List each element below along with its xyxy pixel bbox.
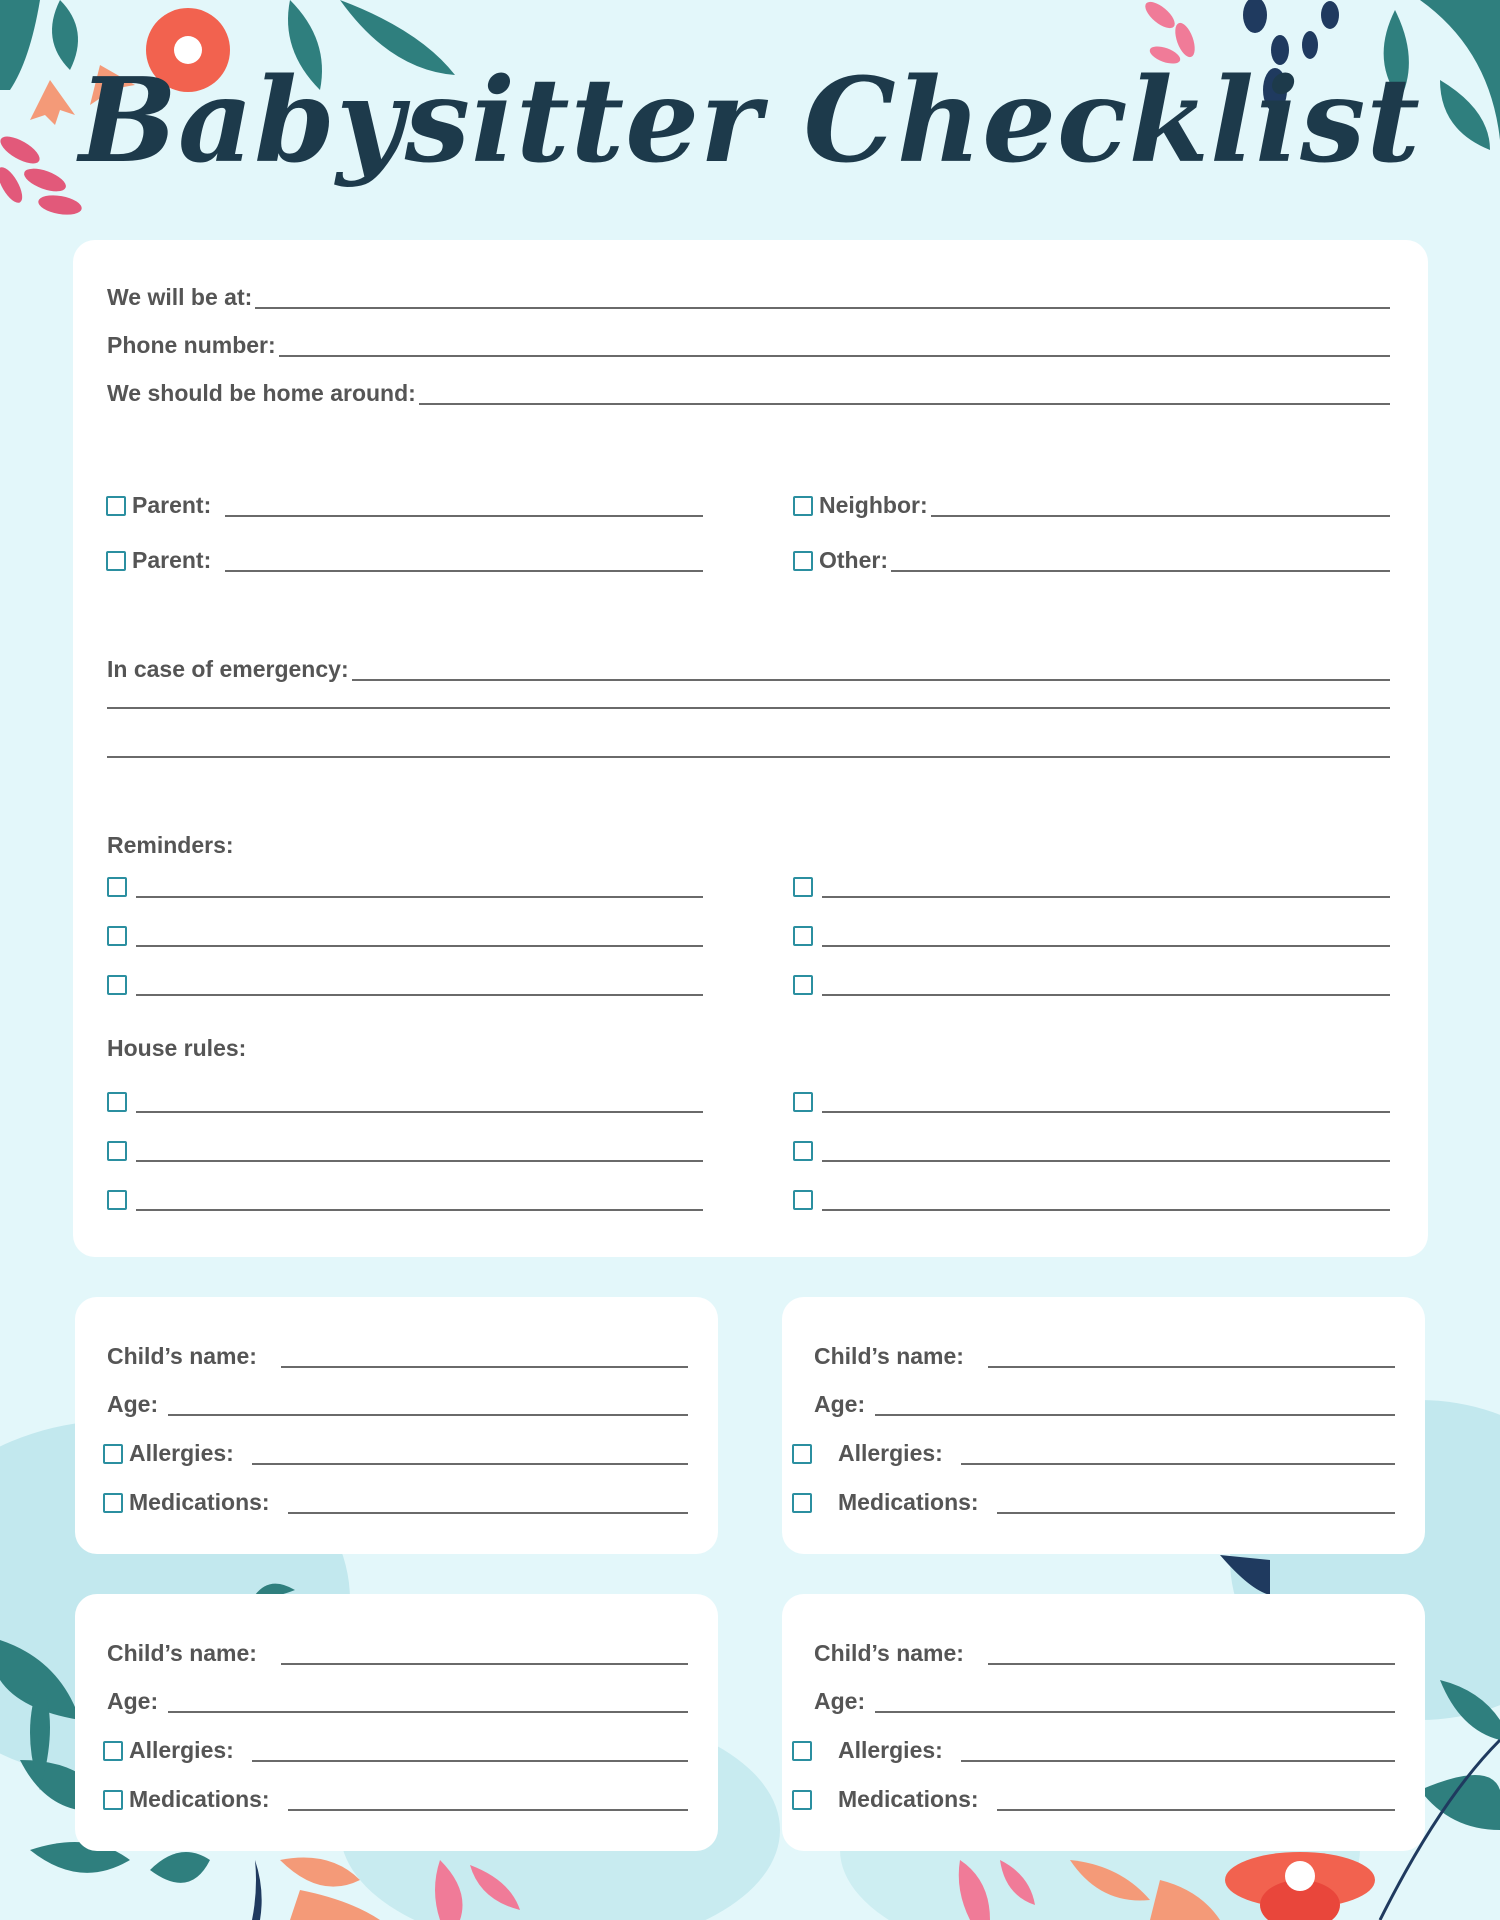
house-rule-checkbox[interactable]: [793, 1141, 813, 1161]
age-label: Age:: [107, 1688, 159, 1714]
neighbor-checkbox[interactable]: [793, 496, 813, 516]
reminder-line[interactable]: [136, 993, 703, 996]
medications-line[interactable]: [997, 1808, 1395, 1811]
reminder-line[interactable]: [136, 944, 703, 947]
child-name-row: [107, 1345, 688, 1368]
house-rule-line[interactable]: [822, 1110, 1390, 1113]
emergency-label: In case of emergency:: [107, 656, 349, 682]
house-rules-label: House rules:: [107, 1035, 247, 1061]
allergies-checkbox[interactable]: [792, 1741, 812, 1761]
parent-line-1[interactable]: [225, 514, 703, 517]
allergies-label: Allergies:: [129, 1440, 234, 1466]
medications-label: Medications:: [838, 1786, 979, 1812]
reminder-item: [107, 877, 703, 898]
emergency-line-3[interactable]: [107, 755, 1390, 758]
child-name-row: [107, 1642, 688, 1665]
reminder-checkbox[interactable]: [793, 926, 813, 946]
child-card-4: [782, 1594, 1425, 1851]
phone-line[interactable]: [279, 354, 1390, 357]
house-rule-item: [793, 1141, 1390, 1162]
reminder-item: [107, 926, 703, 947]
medications-checkbox[interactable]: [792, 1493, 812, 1513]
allergies-row: [103, 1739, 688, 1762]
house-rule-checkbox[interactable]: [107, 1141, 127, 1161]
age-row: [107, 1690, 688, 1713]
allergies-line[interactable]: [961, 1759, 1395, 1762]
allergies-line[interactable]: [252, 1462, 688, 1465]
home-time-line[interactable]: [419, 402, 1390, 405]
medications-line[interactable]: [288, 1511, 688, 1514]
allergies-checkbox[interactable]: [103, 1741, 123, 1761]
child-name-line[interactable]: [988, 1662, 1395, 1665]
medications-row: [103, 1788, 688, 1811]
allergies-checkbox[interactable]: [103, 1444, 123, 1464]
child-name-line[interactable]: [988, 1365, 1395, 1368]
medications-row: [103, 1491, 688, 1514]
child-card-2: [782, 1297, 1425, 1554]
emergency-line-row-3: [107, 755, 1390, 758]
medications-line[interactable]: [997, 1511, 1395, 1514]
reminder-line[interactable]: [822, 895, 1390, 898]
parent-row-1: [106, 494, 703, 517]
age-line[interactable]: [168, 1710, 688, 1713]
allergies-row: [103, 1442, 688, 1465]
parent-row-2: [106, 549, 703, 572]
phone-row: [107, 334, 1390, 357]
emergency-line-row-2: [107, 706, 1390, 709]
medications-checkbox[interactable]: [103, 1493, 123, 1513]
medications-label: Medications:: [838, 1489, 979, 1515]
child-name-line[interactable]: [281, 1662, 688, 1665]
child-name-row: [814, 1642, 1395, 1665]
house-rule-checkbox[interactable]: [107, 1190, 127, 1210]
location-line[interactable]: [255, 306, 1390, 309]
reminder-checkbox[interactable]: [107, 926, 127, 946]
other-checkbox[interactable]: [793, 551, 813, 571]
allergies-label: Allergies:: [129, 1737, 234, 1763]
reminder-item: [793, 877, 1390, 898]
allergies-checkbox[interactable]: [792, 1444, 812, 1464]
reminder-line[interactable]: [136, 895, 703, 898]
parent-line-2[interactable]: [225, 569, 703, 572]
house-rule-item: [107, 1190, 703, 1211]
home-time-label: We should be home around:: [107, 380, 416, 406]
child-card-3: [75, 1594, 718, 1851]
age-line[interactable]: [875, 1413, 1395, 1416]
location-label: We will be at:: [107, 284, 253, 310]
main-card: [73, 240, 1428, 1257]
reminder-checkbox[interactable]: [793, 877, 813, 897]
house-rule-item: [107, 1141, 703, 1162]
house-rule-line[interactable]: [822, 1208, 1390, 1211]
age-label: Age:: [814, 1688, 866, 1714]
age-line[interactable]: [875, 1710, 1395, 1713]
location-row: [107, 286, 1390, 309]
emergency-line-2[interactable]: [107, 706, 1390, 709]
child-name-label: Child’s name:: [814, 1343, 964, 1369]
house-rule-line[interactable]: [136, 1110, 703, 1113]
reminder-checkbox[interactable]: [793, 975, 813, 995]
home-time-row: [107, 382, 1390, 405]
parent-checkbox-2[interactable]: [106, 551, 126, 571]
medications-row: [792, 1788, 1395, 1811]
reminder-item: [793, 975, 1390, 996]
medications-row: [792, 1491, 1395, 1514]
medications-line[interactable]: [288, 1808, 688, 1811]
child-name-label: Child’s name:: [107, 1343, 257, 1369]
medications-checkbox[interactable]: [103, 1790, 123, 1810]
page-title: Babysitter Checklist: [78, 53, 1422, 189]
child-name-label: Child’s name:: [107, 1640, 257, 1666]
medications-label: Medications:: [129, 1786, 270, 1812]
child-card-1: [75, 1297, 718, 1554]
house-rule-line[interactable]: [136, 1208, 703, 1211]
allergies-row: [792, 1442, 1395, 1465]
neighbor-row: [793, 494, 1390, 517]
parent-label-1: Parent:: [132, 492, 212, 518]
house-rule-item: [793, 1092, 1390, 1113]
allergies-line[interactable]: [961, 1462, 1395, 1465]
reminder-item: [107, 975, 703, 996]
allergies-row: [792, 1739, 1395, 1762]
parent-checkbox-1[interactable]: [106, 496, 126, 516]
other-line[interactable]: [891, 569, 1390, 572]
age-row: [814, 1393, 1395, 1416]
neighbor-label: Neighbor:: [819, 492, 928, 518]
other-row: [793, 549, 1390, 572]
house-rule-item: [793, 1190, 1390, 1211]
parent-label-2: Parent:: [132, 547, 212, 573]
medications-label: Medications:: [129, 1489, 270, 1515]
house-rule-checkbox[interactable]: [793, 1190, 813, 1210]
allergies-label: Allergies:: [838, 1440, 943, 1466]
house-rule-line[interactable]: [822, 1159, 1390, 1162]
reminders-label: Reminders:: [107, 832, 234, 858]
house-rule-line[interactable]: [136, 1159, 703, 1162]
child-name-line[interactable]: [281, 1365, 688, 1368]
reminder-item: [793, 926, 1390, 947]
child-name-row: [814, 1345, 1395, 1368]
house-rule-item: [107, 1092, 703, 1113]
house-rule-checkbox[interactable]: [107, 1092, 127, 1112]
age-label: Age:: [107, 1391, 159, 1417]
other-label: Other:: [819, 547, 888, 573]
emergency-line-1[interactable]: [352, 678, 1390, 681]
child-name-label: Child’s name:: [814, 1640, 964, 1666]
house-rule-checkbox[interactable]: [793, 1092, 813, 1112]
allergies-label: Allergies:: [838, 1737, 943, 1763]
reminder-line[interactable]: [822, 993, 1390, 996]
age-row: [107, 1393, 688, 1416]
reminder-line[interactable]: [822, 944, 1390, 947]
reminder-checkbox[interactable]: [107, 877, 127, 897]
allergies-line[interactable]: [252, 1759, 688, 1762]
age-row: [814, 1690, 1395, 1713]
medications-checkbox[interactable]: [792, 1790, 812, 1810]
reminder-checkbox[interactable]: [107, 975, 127, 995]
age-line[interactable]: [168, 1413, 688, 1416]
neighbor-line[interactable]: [931, 514, 1390, 517]
emergency-row: [107, 658, 1390, 681]
phone-label: Phone number:: [107, 332, 276, 358]
age-label: Age:: [814, 1391, 866, 1417]
